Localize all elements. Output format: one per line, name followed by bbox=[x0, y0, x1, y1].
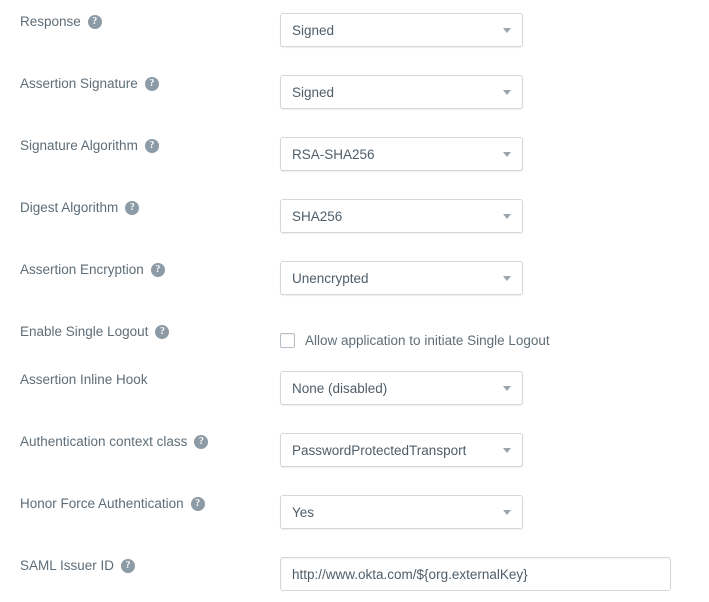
help-icon[interactable]: ? bbox=[155, 325, 169, 339]
form-row-enable-single-logout bbox=[0, 323, 709, 357]
field-control-digest-algorithm bbox=[280, 199, 709, 233]
field-label-honor-force-authentication bbox=[0, 495, 280, 513]
label-text: Authentication context class bbox=[20, 434, 188, 449]
form-row-authentication-context-class bbox=[0, 433, 709, 467]
form-row-saml-issuer-id bbox=[0, 557, 709, 591]
field-control-response bbox=[280, 13, 709, 47]
select-signature-algorithm[interactable] bbox=[280, 137, 523, 171]
field-control-enable-single-logout bbox=[280, 323, 709, 357]
chevron-down-icon bbox=[503, 214, 511, 219]
select-digest-algorithm[interactable] bbox=[280, 199, 523, 233]
chevron-down-icon bbox=[503, 276, 511, 281]
help-icon[interactable]: ? bbox=[121, 559, 135, 573]
form-row-response bbox=[0, 13, 709, 47]
checkbox-row-enable-single-logout bbox=[280, 323, 691, 357]
label-text: Digest Algorithm bbox=[20, 200, 119, 215]
field-control-saml-issuer-id bbox=[280, 557, 709, 591]
field-control-assertion-signature bbox=[280, 75, 709, 109]
help-icon[interactable]: ? bbox=[191, 497, 205, 511]
field-label-digest-algorithm bbox=[0, 199, 280, 217]
field-label-saml-issuer-id bbox=[0, 557, 280, 575]
chevron-down-icon bbox=[503, 386, 511, 391]
form-row-signature-algorithm bbox=[0, 137, 709, 171]
form-row-assertion-inline-hook bbox=[0, 371, 709, 405]
checkbox-label[interactable]: Allow application to initiate Single Logout bbox=[305, 332, 550, 348]
field-control-authentication-context-class bbox=[280, 433, 709, 467]
field-label-assertion-inline-hook bbox=[0, 371, 280, 389]
select-value: Unencrypted bbox=[292, 270, 369, 286]
form-row-assertion-encryption bbox=[0, 261, 709, 295]
input-saml-issuer-id[interactable] bbox=[280, 557, 671, 591]
help-icon[interactable]: ? bbox=[145, 77, 159, 91]
field-label-response bbox=[0, 13, 280, 31]
form-row-digest-algorithm bbox=[0, 199, 709, 233]
select-value: Signed bbox=[292, 22, 335, 38]
chevron-down-icon bbox=[503, 28, 511, 33]
help-icon[interactable]: ? bbox=[145, 139, 159, 153]
field-control-honor-force-authentication bbox=[280, 495, 709, 529]
form-row-assertion-signature bbox=[0, 75, 709, 109]
select-value: Yes bbox=[292, 504, 315, 520]
label-text: SAML Issuer ID bbox=[20, 558, 115, 573]
help-icon[interactable]: ? bbox=[151, 263, 165, 277]
select-response[interactable] bbox=[280, 13, 523, 47]
select-value: PasswordProtectedTransport bbox=[292, 442, 467, 458]
field-label-assertion-encryption bbox=[0, 261, 280, 279]
field-label-assertion-signature bbox=[0, 75, 280, 93]
field-control-assertion-encryption bbox=[280, 261, 709, 295]
label-text: Assertion Inline Hook bbox=[20, 372, 148, 387]
select-value: RSA-SHA256 bbox=[292, 146, 375, 162]
label-text: Enable Single Logout bbox=[20, 324, 149, 339]
label-text: Signature Algorithm bbox=[20, 138, 138, 153]
field-label-enable-single-logout bbox=[0, 323, 280, 341]
field-label-signature-algorithm bbox=[0, 137, 280, 155]
select-honor-force-authentication[interactable] bbox=[280, 495, 523, 529]
select-assertion-signature[interactable] bbox=[280, 75, 523, 109]
checkbox-enable-single-logout[interactable] bbox=[280, 333, 295, 348]
select-assertion-inline-hook[interactable] bbox=[280, 371, 523, 405]
field-label-authentication-context-class bbox=[0, 433, 280, 451]
chevron-down-icon bbox=[503, 448, 511, 453]
select-value: SHA256 bbox=[292, 208, 343, 224]
select-value: None (disabled) bbox=[292, 380, 388, 396]
chevron-down-icon bbox=[503, 510, 511, 515]
label-text: Assertion Encryption bbox=[20, 262, 144, 277]
help-icon[interactable]: ? bbox=[88, 15, 102, 29]
label-text: Assertion Signature bbox=[20, 76, 138, 91]
chevron-down-icon bbox=[503, 152, 511, 157]
select-assertion-encryption[interactable] bbox=[280, 261, 523, 295]
chevron-down-icon bbox=[503, 90, 511, 95]
help-icon[interactable]: ? bbox=[125, 201, 139, 215]
label-text: Honor Force Authentication bbox=[20, 496, 184, 511]
label-text: Response bbox=[20, 14, 81, 29]
field-control-signature-algorithm bbox=[280, 137, 709, 171]
select-authentication-context-class[interactable] bbox=[280, 433, 523, 467]
help-icon[interactable]: ? bbox=[194, 435, 208, 449]
select-value: Signed bbox=[292, 84, 335, 100]
form-row-honor-force-authentication bbox=[0, 495, 709, 529]
field-control-assertion-inline-hook bbox=[280, 371, 709, 405]
